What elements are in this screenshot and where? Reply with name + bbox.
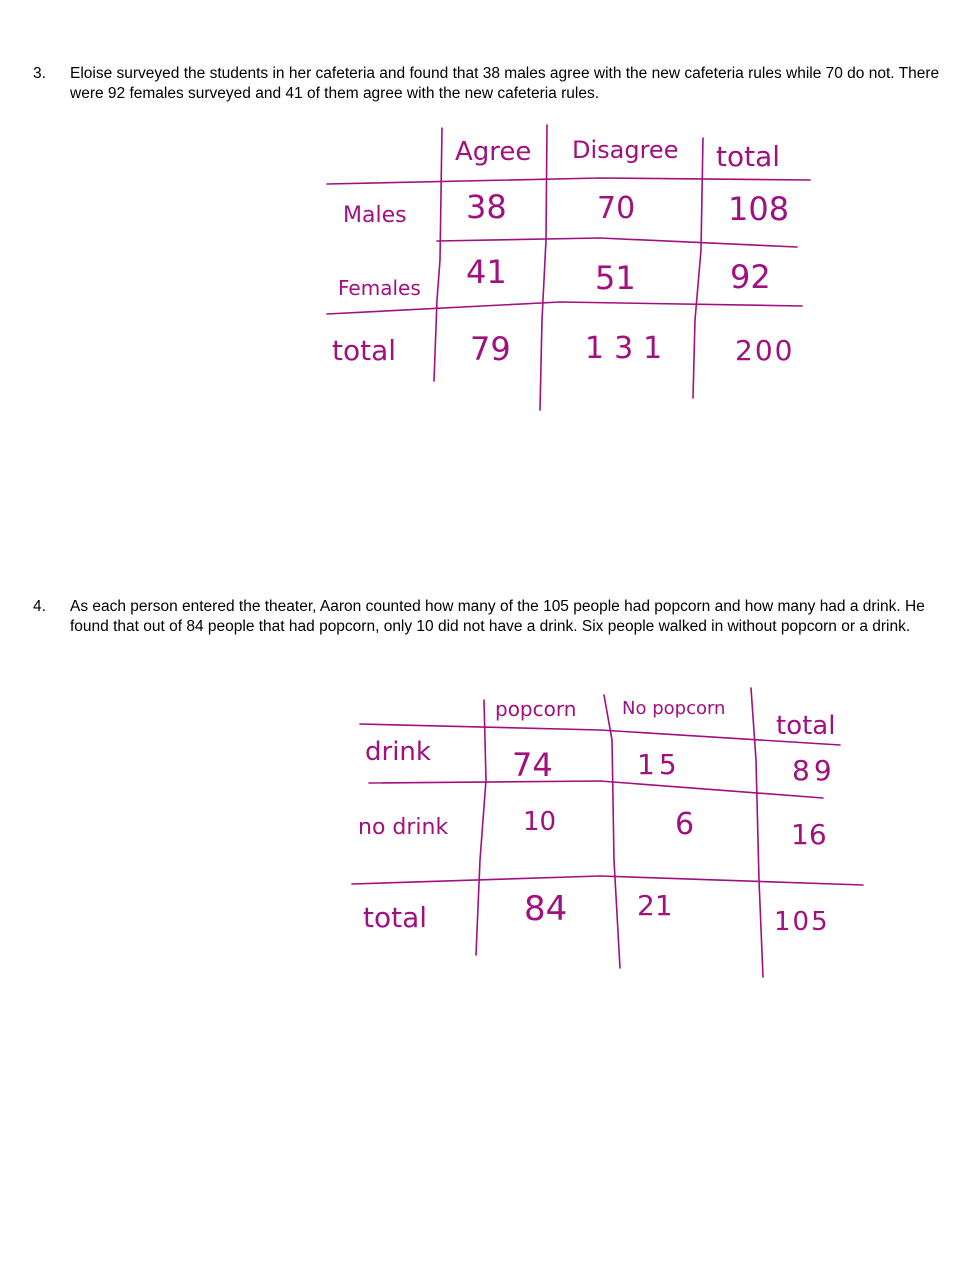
column-header: total: [776, 711, 836, 741]
table-cell: 41: [466, 253, 507, 291]
row-label: no drink: [358, 815, 449, 840]
grid-line: [369, 781, 823, 798]
table-cell: 79: [470, 330, 511, 368]
column-header: No popcorn: [622, 698, 726, 719]
table-cell: 74: [512, 746, 553, 784]
table-cell: 15: [637, 748, 681, 781]
column-header: total: [716, 140, 781, 173]
problem-text: As each person entered the theater, Aaron counted how many of the 105 people had popcorn and how many had a drink. He found that out of 84 people that had popcorn, only 10 did not have a drink. Six people walked in without popcorn or a drink.: [70, 598, 925, 635]
table-cell: 92: [730, 258, 771, 296]
row-label: total: [332, 334, 397, 367]
table-cell: 200: [735, 334, 795, 367]
table-cell: 16: [791, 818, 827, 851]
grid-line: [360, 724, 840, 745]
table-cell: 21: [637, 889, 673, 922]
column-header: Agree: [455, 137, 532, 167]
table-cell: 38: [466, 188, 507, 226]
row-label: Males: [343, 203, 407, 228]
table-cell: 6: [675, 807, 695, 842]
column-header: Disagree: [572, 136, 679, 164]
grid-line: [476, 700, 486, 955]
table-cell: 84: [524, 889, 568, 929]
table-cell: 51: [595, 259, 636, 297]
table-cell: 108: [728, 190, 790, 228]
column-header: popcorn: [495, 697, 577, 721]
grid-line: [604, 695, 620, 968]
table-cell: 70: [597, 191, 636, 226]
problem-number: 4.: [33, 598, 46, 615]
table-cell: 10: [523, 807, 557, 837]
row-label: drink: [365, 737, 431, 767]
table-cell: 89: [792, 754, 836, 787]
table-cell: 105: [774, 907, 830, 937]
problem-text: Eloise surveyed the students in her cafeteria and found that 38 males agree with the new cafeteria rules while 70 do not. There were 92 females surveyed and 41 of them agree with the new cafeteria rules.: [70, 65, 940, 102]
problem-number: 3.: [33, 65, 46, 82]
table-cell: 131: [585, 331, 673, 366]
grid-line: [751, 688, 763, 977]
row-label: total: [363, 901, 428, 934]
grid-line: [352, 876, 863, 885]
row-label: Females: [338, 276, 421, 300]
